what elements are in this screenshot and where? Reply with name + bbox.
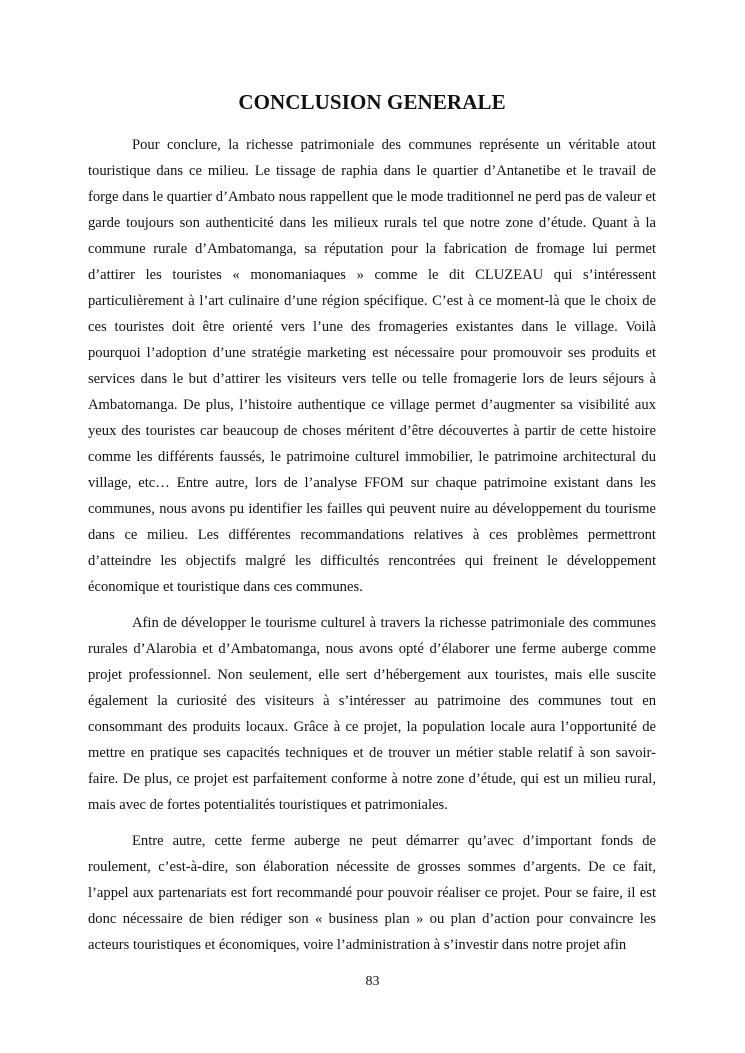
paragraph-3: Entre autre, cette ferme auberge ne peut démarrer qu’avec d’important fonds de roulement, c’est-à-dire, son élaboration nécessite de grosses sommes d’argents. De ce fait, l’appel aux partenariats est fort recommandé pour pouvoir réaliser ce projet. Pour se faire, il est donc nécessaire de bien rédiger son « business plan » ou plan d’action pour convaincre les acteurs touristiques et économiques, voire l’administration à s’investir dans notre projet afin bbox=[88, 833, 656, 953]
paragraph-1: Pour conclure, la richesse patrimoniale des communes représente un véritable atout touristique dans ce milieu. Le tissage de raphia dans le quartier d’Antanetibe et le travail de forge dans le quartier d’Ambato nous rappellent que le mode traditionnel ne perd pas de valeur et garde toujours son authenticité dans les milieux rurals tel que notre zone d’étude. Quant à la commune rurale d’Ambatomanga, sa réputation pour la fabrication de fromage lui permet d’attirer les touristes « monomaniaques » comme le dit CLUZEAU qui s’intéressent particulièrement à l’art culinaire d’une région spécifique. C’est à ce moment-là que le choix de ces touristes doit être orienté vers l’une des fromageries existantes dans le village. Voilà pourquoi l’adoption d’une stratégie marketing est nécessaire pour promouvoir ses produits et services dans le but d’attirer les visiteurs vers telle ou telle fromagerie lors de leurs séjours à Ambatomanga. De plus, l’histoire authentique ce village permet d’augmenter sa visibilité aux yeux des touristes car beaucoup de choses méritent d’être découvertes à partir de cette histoire comme les différents faussés, le patrimoine culturel immobilier, le patrimoine architectural du village, etc… Entre autre, lors de l’analyse FFOM sur chaque patrimoine existant dans les communes, nous avons pu identifier les failles qui peuvent nuire au développement du tourisme dans ce milieu. Les différentes recommandations relatives à ces problèmes permettront d’atteindre les objectifs malgré les difficultés rencontrées qui freinent le développement économique et touristique dans ces communes. bbox=[88, 137, 656, 595]
paragraph-2: Afin de développer le tourisme culturel à travers la richesse patrimoniale des communes rurales d’Alarobia et d’Ambatomanga, nous avons opté d’élaborer une ferme auberge comme projet professionnel. Non seulement, elle sert d’hébergement aux touristes, mais elle suscite également la curiosité des visiteurs à s’intéresser au patrimoine des communes tout en consommant des produits locaux. Grâce à ce projet, la population locale aura l’opportunité de mettre en pratique ses capacités techniques et de trouver un métier stable relatif à son savoir-faire. De plus, ce projet est parfaitement conforme à notre zone d’étude, qui est un milieu rural, mais avec de fortes potentialités touristiques et patrimoniales. bbox=[88, 615, 656, 813]
document-page bbox=[88, 88, 656, 968]
page-number: 83 bbox=[365, 974, 380, 989]
page-title: CONCLUSION GENERALE bbox=[238, 90, 506, 114]
